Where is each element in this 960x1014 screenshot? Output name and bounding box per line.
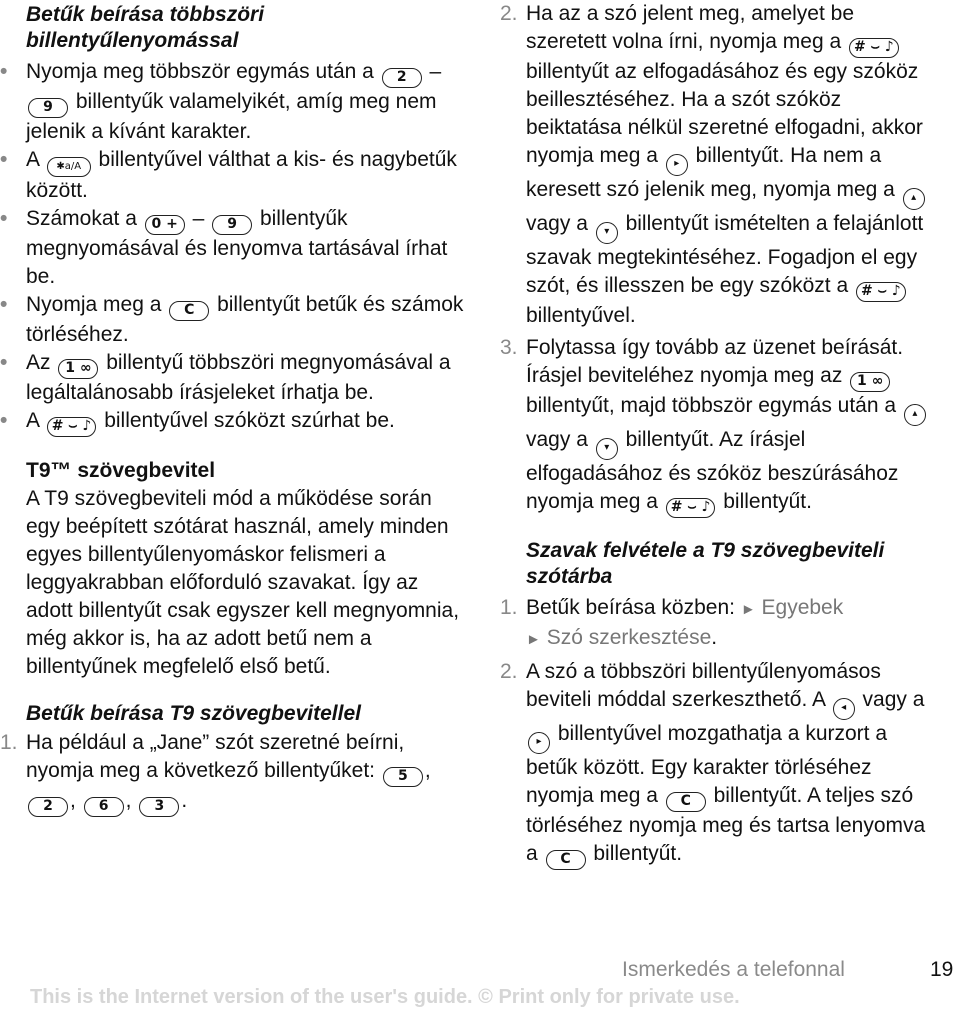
step-item: 2. A szó a többszöri billentyűlenyomásos beviteli móddal szerkeszthető. A ◂ vagy a ▸ billentyűvel mozgathatja a kurzort a betűk között. Egy karakter törléséhez nyomja meg a C billentyűt. A teljes szó törléséhez nyomja meg és tartsa lenyomva a C billentyűt.: [500, 658, 935, 870]
key-1-icon: 1 ∞: [850, 372, 890, 392]
clear-key-icon: C: [169, 301, 209, 321]
footer-note: This is the Internet version of the user's guide. © Print only for private use.: [30, 986, 740, 1008]
heading-add-words: Szavak felvétele a T9 szövegbeviteli szótárba: [526, 539, 885, 588]
step-item: 3. Folytassa így tovább az üzenet beírását. Írásjel beviteléhez nyomja meg az 1 ∞ billentyűt, majd többször egymás után a ▴ vagy a ▾ billentyűt. Az írásjel elfogadásához és szóköz beszúrásához nyomja meg a # ⌣ ♪ billentyűt.: [500, 334, 935, 518]
bullet-icon: •: [0, 207, 8, 230]
multitap-bullets: [0, 58, 466, 437]
step-number: 2.: [500, 660, 518, 683]
key-0-icon: 0 +: [145, 215, 185, 235]
step-number: 2.: [500, 2, 518, 25]
hash-key-icon: # ⌣ ♪: [666, 498, 716, 518]
nav-down-icon: ▾: [596, 222, 618, 244]
left-column: [0, 2, 466, 817]
arrow-icon: ►: [526, 631, 541, 648]
nav-up-icon: ▴: [903, 188, 925, 210]
key-9-icon: 9: [28, 98, 68, 118]
footer-section-title: Ismerkedés a telefonnal: [622, 958, 845, 981]
bullet-item: • Az 1 ∞ billentyű többszöri megnyomásával a legáltalánosabb írásjeleket írhatja be.: [0, 351, 451, 404]
t9-paragraph: A T9 szövegbeviteli mód a működése során egy beépített szótárat használ, amely minden egyes billentyűlenyomáskor felismeri a leggyakrabban előforduló szavakat. Így az adott billentyűt csak egyszer kell megnyomnia, még akkor is, ha az adott betű nem a billentyűnek megfelelő első betű.: [26, 487, 460, 678]
hash-key-icon: # ⌣ ♪: [47, 417, 97, 437]
heading-multitap: Betűk beírása többszöri billentyűlenyomással: [26, 3, 265, 52]
arrow-icon: ►: [740, 601, 756, 618]
clear-key-icon: C: [666, 792, 706, 812]
hash-key-icon: # ⌣ ♪: [856, 282, 906, 302]
star-key-icon: ✱a/A: [47, 157, 91, 177]
bullet-item: • A ✱a/A billentyűvel válthat a kis- és nagybetűk között.: [0, 148, 457, 202]
bullet-icon: •: [0, 351, 8, 374]
page-number: 19: [930, 958, 954, 981]
bullet-icon: •: [0, 148, 8, 171]
bullet-icon: •: [0, 293, 8, 316]
step-number: 1.: [500, 596, 518, 619]
menu-item-egyebek: Egyebek: [761, 596, 844, 619]
clear-key-icon: C: [546, 850, 586, 870]
right-column: [500, 0, 935, 870]
step-item: 1. Ha például a „Jane” szót szeretné beírni, nyomja meg a következő billentyűket: 5 , 2 , 6 , 3 .: [0, 729, 466, 817]
bullet-icon: •: [0, 60, 8, 83]
key-9-icon: 9: [212, 215, 252, 235]
step-number: 1.: [0, 731, 18, 754]
step-item: 1. Betűk beírása közben: ► Egyebek ► Szó szerkesztése.: [500, 596, 844, 649]
step-number: 3.: [500, 336, 518, 359]
bullet-icon: •: [0, 409, 8, 432]
hash-key-icon: # ⌣ ♪: [849, 38, 899, 58]
bullet-item: • Számokat a 0 + – 9 billentyűk megnyomásával és lenyomva tartásával írhat be.: [0, 207, 448, 288]
bullet-item: • Nyomja meg a C billentyűt betűk és számok törléséhez.: [0, 293, 464, 346]
nav-right-icon: ▸: [528, 732, 550, 754]
key-3-icon: 3: [139, 797, 179, 817]
key-2-icon: 2: [382, 68, 422, 88]
nav-up-icon: ▴: [904, 404, 926, 426]
step-item: 2. Ha az a szó jelent meg, amelyet be szeretett volna írni, nyomja meg a # ⌣ ♪ billentyűt az elfogadásához és egy szóköz beillesztéséhez. Ha a szót szóköz beiktatása nélkül szeretné elfogadni, akkor nyomja meg a ▸ billentyűt. Ha nem a keresett szó jelenik meg, nyomja meg a ▴ vagy a ▾ billentyűt ismételten a felajánlott szavak megtekintéséhez. Fogadjon el egy szót, és illesszen be egy szóközt a # ⌣ ♪ billentyűvel.: [500, 2, 924, 327]
key-6-icon: 6: [84, 797, 124, 817]
key-2-icon: 2: [28, 797, 68, 817]
nav-left-icon: ◂: [833, 698, 855, 720]
bullet-item: • Nyomja meg többször egymás után a 2 – 9 billentyűk valamelyikét, amíg meg nem jelenik a kívánt karakter.: [0, 60, 442, 143]
menu-item-szo-szerkesztese: Szó szerkesztése: [546, 626, 712, 649]
nav-right-icon: ▸: [666, 154, 688, 176]
key-1-icon: 1 ∞: [58, 359, 98, 379]
key-5-icon: 5: [383, 767, 423, 787]
bullet-item: • A # ⌣ ♪ billentyűvel szóközt szúrhat be.: [0, 407, 466, 437]
nav-down-icon: ▾: [596, 438, 618, 460]
heading-t9: T9™ szövegbevitel: [26, 459, 216, 482]
heading-t9-entry: Betűk beírása T9 szövegbevitellel: [26, 702, 361, 725]
